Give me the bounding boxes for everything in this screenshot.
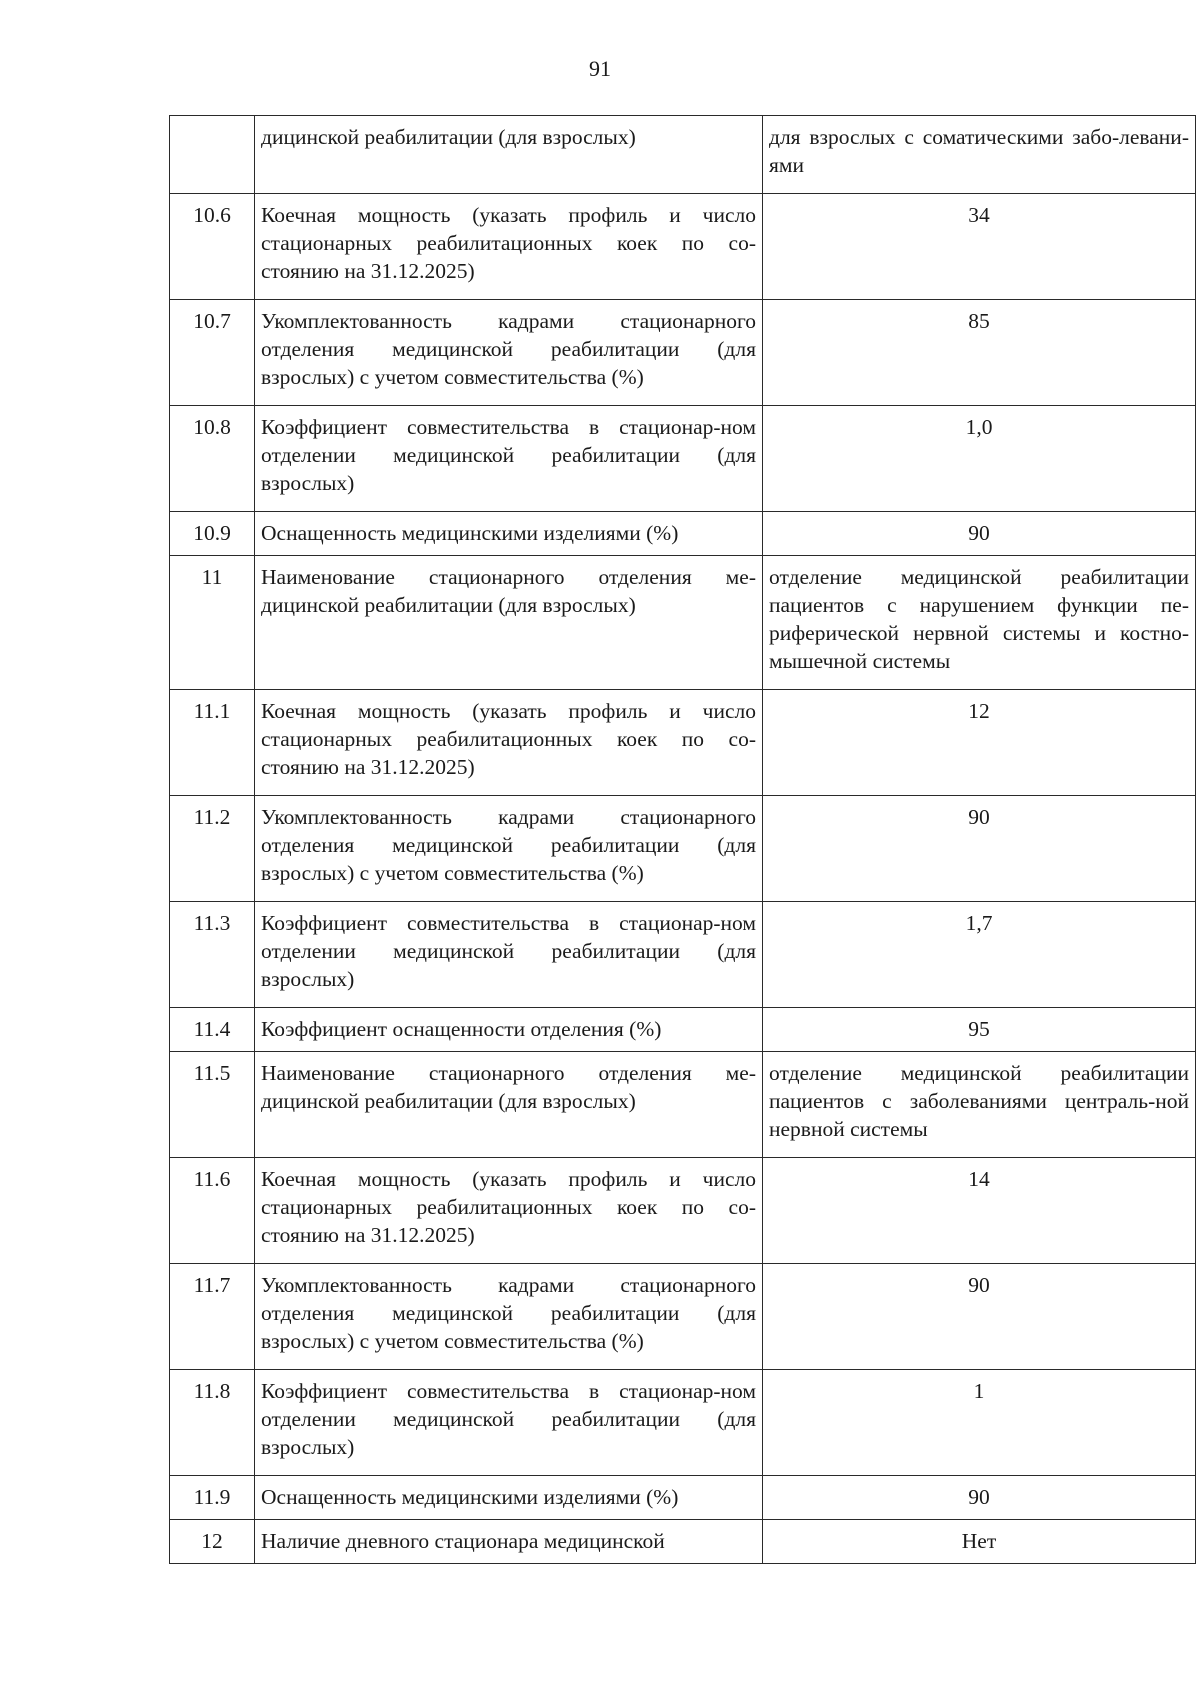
indicator-value: 85 — [763, 300, 1196, 406]
table-row — [170, 116, 1196, 194]
row-number: 10.8 — [170, 406, 255, 512]
row-number: 11.4 — [170, 1008, 255, 1052]
indicator-name: Коечная мощность (указать профиль и число стационарных реабилитационных коек по со-стоянию на 31.12.2025) — [255, 1158, 763, 1264]
indicator-value: для взрослых с соматическими забо-леваниями — [763, 116, 1196, 194]
indicator-name: Коэффициент совместительства в стационар-ном отделении медицинской реабилитации (для взрослых) — [255, 1370, 763, 1476]
indicator-name: Коэффициент совместительства в стационар-ном отделении медицинской реабилитации (для взрослых) — [255, 902, 763, 1008]
indicator-value: 1,7 — [763, 902, 1196, 1008]
table-row — [170, 512, 1196, 556]
indicator-value: 90 — [763, 512, 1196, 556]
page-number: 91 — [589, 56, 611, 81]
table-row — [170, 902, 1196, 1008]
row-number: 11.8 — [170, 1370, 255, 1476]
row-number: 11.6 — [170, 1158, 255, 1264]
indicator-name: Коэффициент совместительства в стационар-ном отделении медицинской реабилитации (для взрослых) — [255, 406, 763, 512]
table-row — [170, 1008, 1196, 1052]
indicator-name: Оснащенность медицинскими изделиями (%) — [255, 1476, 763, 1520]
indicator-value: отделение медицинской реабилитации пациентов с нарушением функции пе-риферической нервной системы и костно-мышечной системы — [763, 556, 1196, 690]
indicator-value: 95 — [763, 1008, 1196, 1052]
indicator-value: 90 — [763, 1264, 1196, 1370]
table-row — [170, 690, 1196, 796]
row-number: 12 — [170, 1520, 255, 1564]
indicator-value: 90 — [763, 796, 1196, 902]
indicator-name: Оснащенность медицинскими изделиями (%) — [255, 512, 763, 556]
indicator-value: 12 — [763, 690, 1196, 796]
table-row — [170, 1370, 1196, 1476]
indicator-name: Наличие дневного стационара медицинской — [255, 1520, 763, 1564]
table-row — [170, 1264, 1196, 1370]
indicator-value: 34 — [763, 194, 1196, 300]
table-row — [170, 406, 1196, 512]
row-number: 11.9 — [170, 1476, 255, 1520]
table-row — [170, 1476, 1196, 1520]
indicator-value: 14 — [763, 1158, 1196, 1264]
indicator-value: Нет — [763, 1520, 1196, 1564]
table-row — [170, 194, 1196, 300]
indicator-name: Наименование стационарного отделения ме-дицинской реабилитации (для взрослых) — [255, 556, 763, 690]
indicator-value: 1 — [763, 1370, 1196, 1476]
indicators-table — [169, 115, 1196, 1564]
row-number: 11.1 — [170, 690, 255, 796]
indicator-name: Укомплектованность кадрами стационарного отделения медицинской реабилитации (для взрослых) с учетом совместительства (%) — [255, 1264, 763, 1370]
row-number: 11.7 — [170, 1264, 255, 1370]
indicator-name: Коечная мощность (указать профиль и число стационарных реабилитационных коек по со-стоянию на 31.12.2025) — [255, 690, 763, 796]
indicator-value: отделение медицинской реабилитации пациентов с заболеваниями централь-ной нервной системы — [763, 1052, 1196, 1158]
table-row — [170, 300, 1196, 406]
row-number: 11.2 — [170, 796, 255, 902]
indicator-name: Коэффициент оснащенности отделения (%) — [255, 1008, 763, 1052]
indicator-name: Коечная мощность (указать профиль и число стационарных реабилитационных коек по со-стоянию на 31.12.2025) — [255, 194, 763, 300]
table-row — [170, 1520, 1196, 1564]
indicator-value: 90 — [763, 1476, 1196, 1520]
indicator-name: дицинской реабилитации (для взрослых) — [255, 116, 763, 194]
row-number: 10.9 — [170, 512, 255, 556]
table-row — [170, 1158, 1196, 1264]
table-row — [170, 1052, 1196, 1158]
row-number: 11.5 — [170, 1052, 255, 1158]
row-number: 11 — [170, 556, 255, 690]
row-number — [170, 116, 255, 194]
table-row — [170, 796, 1196, 902]
row-number: 11.3 — [170, 902, 255, 1008]
indicator-name: Укомплектованность кадрами стационарного отделения медицинской реабилитации (для взрослых) с учетом совместительства (%) — [255, 796, 763, 902]
row-number: 10.6 — [170, 194, 255, 300]
table-row — [170, 556, 1196, 690]
row-number: 10.7 — [170, 300, 255, 406]
indicator-name: Укомплектованность кадрами стационарного отделения медицинской реабилитации (для взрослых) с учетом совместительства (%) — [255, 300, 763, 406]
indicator-value: 1,0 — [763, 406, 1196, 512]
indicator-name: Наименование стационарного отделения ме-дицинской реабилитации (для взрослых) — [255, 1052, 763, 1158]
